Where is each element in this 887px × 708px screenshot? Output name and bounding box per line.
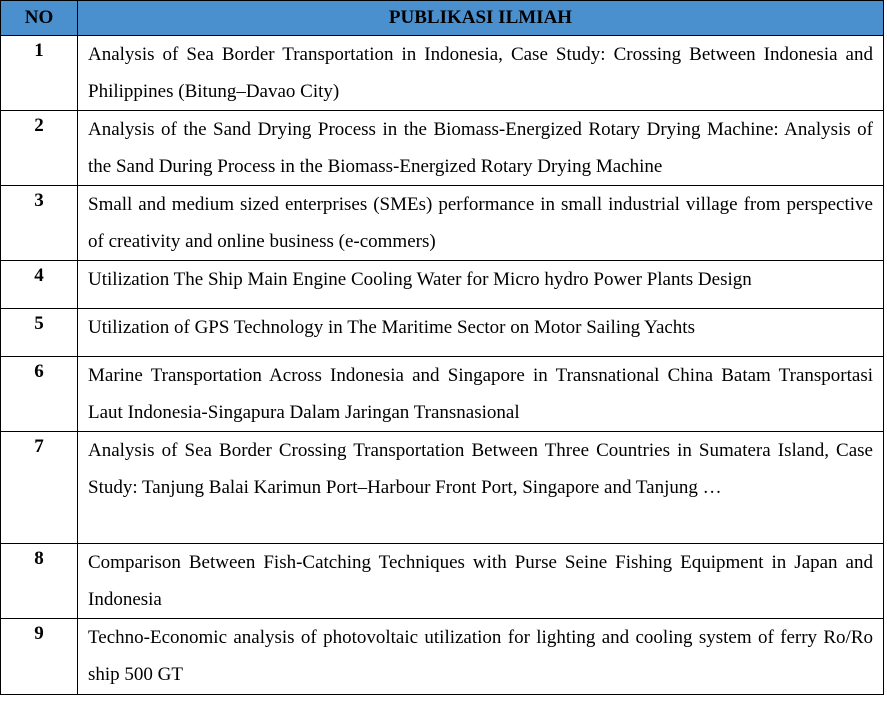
row-number: 9 — [1, 619, 78, 695]
row-number: 1 — [1, 36, 78, 111]
table-row — [1, 309, 884, 357]
row-number: 6 — [1, 357, 78, 432]
table-row — [1, 186, 884, 261]
publication-title: Analysis of Sea Border Transportation in Indonesia, Case Study: Crossing Between Indonesia and Philippines (Bitung–Davao City) — [78, 36, 884, 111]
table-row — [1, 544, 884, 619]
table-row — [1, 357, 884, 432]
table-row — [1, 36, 884, 111]
table-row — [1, 432, 884, 544]
row-number: 3 — [1, 186, 78, 261]
publication-title: Utilization of GPS Technology in The Maritime Sector on Motor Sailing Yachts — [78, 309, 884, 357]
table-header-row — [1, 1, 884, 36]
table-row — [1, 111, 884, 186]
header-publikasi-ilmiah: PUBLIKASI ILMIAH — [78, 1, 884, 36]
row-number: 2 — [1, 111, 78, 186]
row-number: 5 — [1, 309, 78, 357]
row-number: 8 — [1, 544, 78, 619]
publication-title: Marine Transportation Across Indonesia and Singapore in Transnational China Batam Transportasi Laut Indonesia-Singapura Dalam Jaringan Transnasional — [78, 357, 884, 432]
publication-title: Analysis of Sea Border Crossing Transportation Between Three Countries in Sumatera Island, Case Study: Tanjung Balai Karimun Port–Harbour Front Port, Singapore and Tanjung … — [78, 432, 884, 544]
publication-title: Utilization The Ship Main Engine Cooling Water for Micro hydro Power Plants Design — [78, 261, 884, 309]
header-no: NO — [1, 1, 78, 36]
table-row — [1, 261, 884, 309]
table-row — [1, 619, 884, 695]
publication-title: Small and medium sized enterprises (SMEs) performance in small industrial village from perspective of creativity and online business (e-commers) — [78, 186, 884, 261]
row-number: 4 — [1, 261, 78, 309]
publication-title: Comparison Between Fish-Catching Techniques with Purse Seine Fishing Equipment in Japan and Indonesia — [78, 544, 884, 619]
row-number: 7 — [1, 432, 78, 544]
publication-title: Techno-Economic analysis of photovoltaic utilization for lighting and cooling system of ferry Ro/Ro ship 500 GT — [78, 619, 884, 695]
publication-title: Analysis of the Sand Drying Process in the Biomass-Energized Rotary Drying Machine: Analysis of the Sand During Process in the Biomass-Energized Rotary Drying Machine — [78, 111, 884, 186]
